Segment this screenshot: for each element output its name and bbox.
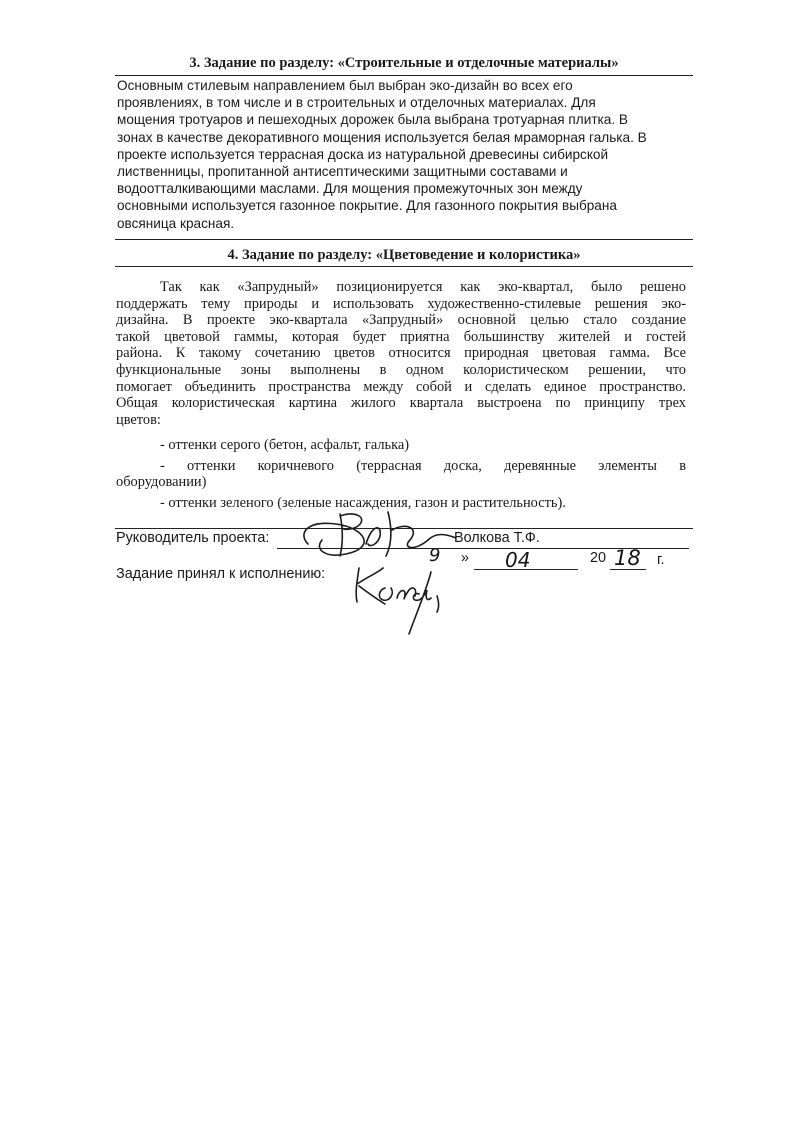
date-quote-close: » xyxy=(461,550,470,566)
section-3-line: зонах в качестве декоративного мощения используется белая мраморная галька. В xyxy=(117,129,647,145)
section-4-line: Общая колористическая картина жилого квартала выстроена по принципу трех xyxy=(116,395,686,412)
color-list-item-brown: - оттенки коричневого (террасная доска, деревянные элементы в xyxy=(160,457,686,474)
date-day: 9 xyxy=(429,545,441,566)
date-year: 18 xyxy=(614,546,641,570)
section-3-line: водоотталкивающими маслами. Для мощения промежуточных зон между xyxy=(117,181,583,197)
section-3-bottom-rule xyxy=(115,239,693,240)
color-list-item-gray: - оттенки серого (бетон, асфальт, галька) xyxy=(160,437,410,453)
section-4-title: 4. Задание по разделу: «Цветоведение и колористика» xyxy=(227,247,581,263)
date-year-prefix: 20 xyxy=(590,550,607,566)
section-3-title: 3. Задание по разделу: «Строительные и отделочные материалы» xyxy=(189,55,619,71)
section-4-line: функциональные зоны выполнены в одном колористическом решении, что xyxy=(116,361,686,378)
accepted-label: Задание принял к исполнению: xyxy=(116,566,326,582)
student-signature xyxy=(345,558,455,636)
section-3-line: основными используется газонное покрытие. Для газонного покрытия выбрана xyxy=(117,198,617,214)
supervisor-signature xyxy=(296,504,466,566)
section-3-line: Основным стилевым направлением был выбран эко-дизайн во всех его xyxy=(117,78,573,93)
section-4-paragraph xyxy=(116,279,686,428)
section-3-paragraph xyxy=(117,77,692,232)
date-month: 04 xyxy=(505,548,531,572)
section-4-top-rule xyxy=(115,266,693,267)
supervisor-name: Волкова Т.Ф. xyxy=(454,530,540,546)
section-4-line: цветов: xyxy=(116,411,161,428)
section-4-line: помогает объединить пространства между собой и сделать единое пространство. xyxy=(116,378,686,395)
section-3-top-rule xyxy=(115,75,693,76)
section-4-line: района. К такому сочетанию цветов относится природная цветовая гамма. Все xyxy=(116,345,686,362)
section-3-line: овсяница красная. xyxy=(117,215,235,231)
supervisor-label: Руководитель проекта: xyxy=(116,530,270,546)
section-4-line: Так как «Запрудный» позиционируется как эко-квартал, было решено xyxy=(160,279,686,295)
section-3-line: мощения тротуаров и пешеходных дорожек была выбрана тротуарная плитка. В xyxy=(117,112,628,128)
date-year-unit: г. xyxy=(657,552,665,568)
color-list-item-green: - оттенки зеленого (зеленые насаждения, газон и растительность). xyxy=(160,494,566,511)
section-3-line: проекте используется террасная доска из натуральной древесины сибирской xyxy=(117,146,609,162)
section-3-line: проявлениях, в том числе и в строительных и отделочных материалах. Для xyxy=(117,95,596,111)
section-4-line: дизайна. В проекте эко-квартала «Запрудный» основной целью стало создание xyxy=(116,312,686,329)
color-list xyxy=(116,437,686,511)
section-4-line: такой цветовой гаммы, которая будет приятна большинству жителей и гостей xyxy=(116,328,686,345)
color-list-item-brown-cont: оборудовании) xyxy=(116,474,207,491)
section-3-line: лиственницы, пропитанной антисептическими защитными составами и xyxy=(117,164,568,180)
section-4-line: поддержать тему природы и использовать художественно-стилевые решения эко- xyxy=(116,295,686,312)
